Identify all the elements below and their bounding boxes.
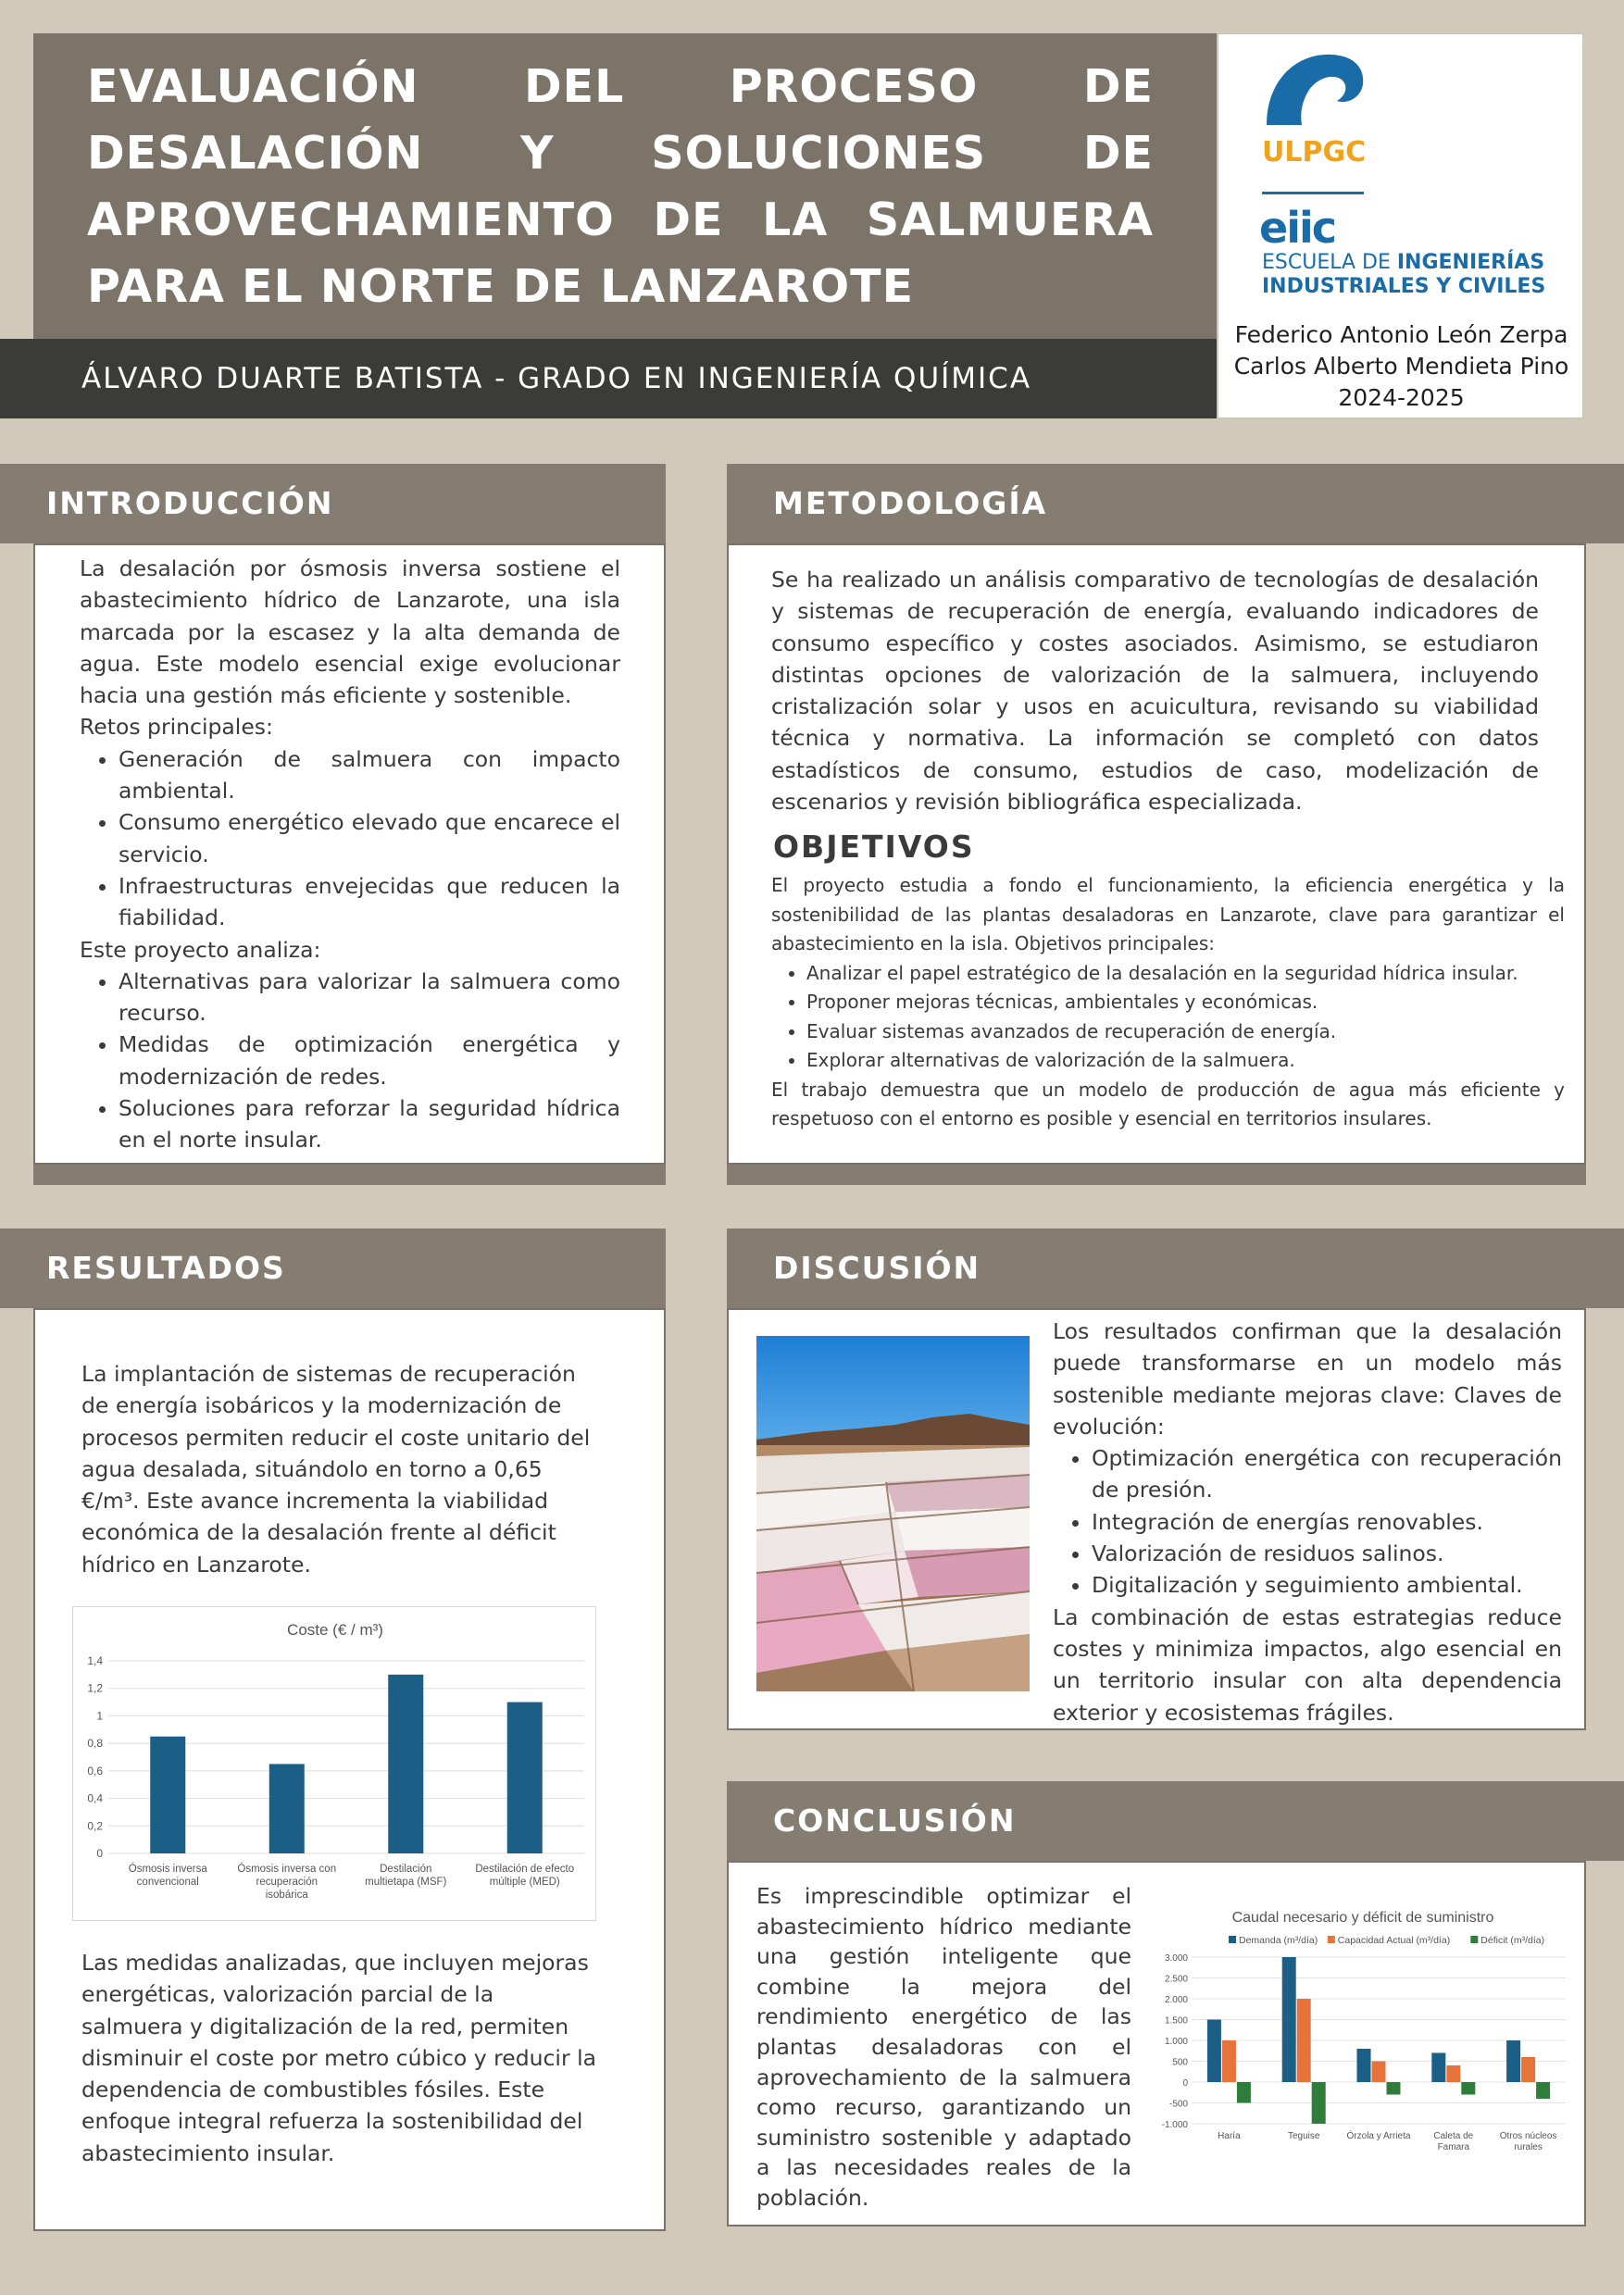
bar <box>1357 2049 1371 2082</box>
tutor-1: Federico Antonio León Zerpa <box>1234 321 1568 348</box>
bar <box>1431 2053 1445 2083</box>
bar <box>1521 2057 1535 2082</box>
bar <box>1297 1999 1311 2082</box>
list-item: • Explorar alternativas de valorización de la salmuera. <box>806 1046 1565 1076</box>
y-tick-label: 0 <box>96 1847 103 1860</box>
objetivos-intro: El proyecto estudia a fondo el funcionamiento, la eficiencia energética y la sostenibilidad de las plantas desaladoras en Lanzarote, clave para garantizar el abastecimiento en la isla. Objetivos principales: <box>771 874 1565 954</box>
deficit-chart-svg <box>1155 1909 1571 2168</box>
bar <box>1446 2065 1460 2082</box>
chart-title: Coste (€ / m³) <box>287 1621 383 1639</box>
bar <box>1506 2040 1520 2082</box>
x-tick-label: Ósmosis inversa <box>128 1864 207 1875</box>
intro-footer-strip <box>33 1165 666 1185</box>
y-tick-label: -500 <box>1168 2099 1188 2110</box>
conclusion-heading: CONCLUSIÓN <box>727 1781 1624 1861</box>
list-item: • Consumo energético elevado que encarece el servicio. <box>119 806 620 870</box>
y-tick-label: 0,8 <box>87 1737 103 1751</box>
tutor-2: Carlos Alberto Mendieta Pino <box>1233 353 1569 380</box>
school-name-part1: ESCUELA DE <box>1262 251 1397 274</box>
resultados-panel <box>33 1308 666 2231</box>
list-item: • Valorización de residuos salinos. <box>1092 1538 1562 1569</box>
list-item: • Alternativas para valorizar la salmuera como recurso. <box>119 966 620 1029</box>
x-tick-label: rurales <box>1514 2142 1543 2152</box>
x-tick-label: Famara <box>1437 2142 1470 2152</box>
title-banner <box>33 33 1217 339</box>
intro-body <box>80 553 620 1156</box>
legend-swatch <box>1328 1936 1335 1943</box>
bar <box>1372 2062 1386 2083</box>
x-tick-label: Otros núcleos <box>1499 2131 1557 2141</box>
list-item: • Medidas de optimización energética y modernización de redes. <box>119 1029 620 1092</box>
objetivos-list <box>771 959 1565 1076</box>
logo-panel <box>1218 33 1583 418</box>
salt-flats-photo <box>756 1336 1030 1691</box>
list-item: • Integración de energías renovables. <box>1092 1506 1562 1538</box>
y-tick-label: 2.500 <box>1164 1974 1188 1985</box>
x-tick-label: recuperación <box>256 1877 318 1888</box>
school-name-part2: INGENIERÍAS <box>1396 251 1545 274</box>
bar <box>1282 1957 1296 2082</box>
academic-year: 2024-2025 <box>1338 384 1465 411</box>
y-tick-label: 3.000 <box>1164 1953 1188 1964</box>
intro-heading: INTRODUCCIÓN <box>0 464 666 543</box>
metodologia-panel <box>727 543 1586 1165</box>
x-tick-label: Caleta de <box>1433 2131 1474 2141</box>
author-line: ÁLVARO DUARTE BATISTA - GRADO EN INGENIERÍA QUÍMICA <box>81 362 1032 395</box>
bar <box>1207 2020 1221 2083</box>
y-tick-label: 0,2 <box>87 1819 103 1833</box>
list-item: • Proponer mejoras técnicas, ambientales y económicas. <box>806 988 1565 1017</box>
author-bar <box>0 339 1217 418</box>
analiza-label: Este proyecto analiza: <box>80 936 321 963</box>
legend-swatch <box>1470 1936 1478 1943</box>
bar <box>388 1675 423 1853</box>
cost-chart <box>72 1606 596 1921</box>
deficit-chart <box>1155 1909 1571 2168</box>
retos-list <box>80 743 620 934</box>
retos-label: Retos principales: <box>80 714 273 741</box>
y-tick-label: 0,4 <box>87 1791 103 1805</box>
legend-swatch <box>1229 1936 1236 1943</box>
resultados-paragraph-1: La implantación de sistemas de recuperación de energía isobáricos y la modernización de procesos permiten reducir el coste unitario del agua desalada, situándolo en torno a 0,65 €/m³. Este avance incrementa la viabilidad económica de la desalación frente al déficit hídrico en Lanzarote. <box>81 1361 591 1578</box>
x-tick-label: múltiple (MED) <box>489 1877 560 1888</box>
discusion-body <box>1053 1316 1562 1728</box>
y-tick-label: 1.000 <box>1164 2037 1188 2047</box>
y-tick-label: 1.500 <box>1164 2015 1188 2027</box>
list-item: • Generación de salmuera con impacto ambiental. <box>119 743 620 807</box>
x-tick-label: multietapa (MSF) <box>365 1877 447 1888</box>
y-tick-label: 500 <box>1172 2057 1188 2068</box>
list-item: • Analizar el papel estratégico de la desalación en la seguridad hídrica insular. <box>806 959 1565 989</box>
cost-chart-svg <box>73 1607 597 1922</box>
salt-flats-image <box>756 1336 1030 1691</box>
resultados-paragraph-2: Las medidas analizadas, que incluyen mejoras energéticas, valorización parcial de la salmuera y digitalización de la red, permiten disminuir el coste por metro cúbico y reducir la dependencia de combustibles fósiles. Este enfoque integral refuerza la sostenibilidad del abastecimiento insular. <box>81 1950 597 2166</box>
metodologia-heading: METODOLOGÍA <box>727 464 1624 543</box>
x-tick-label: isobárica <box>265 1890 308 1901</box>
intro-panel <box>33 543 666 1165</box>
bar <box>1387 2082 1401 2095</box>
legend-label: Déficit (m³/día) <box>1480 1935 1545 1946</box>
list-item: • Optimización energética con recuperación de presión. <box>1092 1442 1562 1506</box>
x-tick-label: Ósmosis inversa con <box>237 1864 337 1875</box>
discusion-closing: La combinación de estas estrategias reduce costes y minimiza impactos, algo esencial en un territorio insular con alta dependencia exterior y ecosistemas frágiles. <box>1053 1603 1562 1726</box>
resultados-heading: RESULTADOS <box>0 1229 666 1308</box>
list-item: • Soluciones para reforzar la seguridad hídrica en el norte insular. <box>119 1092 620 1156</box>
bar <box>1536 2082 1550 2099</box>
metodologia-footer-strip <box>727 1165 1586 1185</box>
school-acronym: eiic <box>1259 203 1336 253</box>
list-item: • Digitalización y seguimiento ambiental. <box>1092 1569 1562 1601</box>
university-name: ULPGC <box>1262 136 1367 168</box>
y-tick-label: 1,4 <box>87 1654 103 1667</box>
y-tick-label: -1.000 <box>1161 2120 1188 2130</box>
discusion-list <box>1053 1442 1562 1601</box>
logo-divider <box>1262 192 1364 194</box>
objetivos-body <box>771 871 1565 1134</box>
ulpgc-logo-icon <box>1259 44 1370 136</box>
bar <box>1312 2082 1326 2124</box>
poster-title: EVALUACIÓN DEL PROCESO DE DESALACIÓN Y SOLUCIONES DE APROVECHAMIENTO DE LA SALMUERA PARA EL NORTE DE LANZAROTE <box>87 60 1154 313</box>
conclusion-body: Es imprescindible optimizar el abastecimiento hídrico mediante una gestión inteligente que combine la mejora del rendimiento energético de las plantas desaladoras con el aprovechamiento de la salmuera como recurso, garantizando un suministro sostenible y adaptado a las necesidades reales de la población. <box>756 1883 1131 2211</box>
legend-label: Capacidad Actual (m³/día) <box>1337 1935 1451 1946</box>
discusion-heading: DISCUSIÓN <box>727 1229 1624 1308</box>
bar <box>269 1764 305 1853</box>
x-tick-label: Destilación <box>380 1864 432 1875</box>
x-tick-label: Teguise <box>1287 2131 1320 2141</box>
bar <box>507 1703 543 1853</box>
y-tick-label: 0,6 <box>87 1764 103 1777</box>
conclusion-panel <box>727 1861 1586 2226</box>
objetivos-heading: OBJETIVOS <box>773 829 975 865</box>
school-name <box>1262 251 1577 299</box>
analiza-list <box>80 966 620 1156</box>
discusion-intro: Los resultados confirman que la desalación puede transformarse en un modelo más sostenible mediante mejoras clave: Claves de evolución: <box>1053 1318 1562 1440</box>
metodologia-body: Se ha realizado un análisis comparativo de tecnologías de desalación y sistemas de recuperación de energía, evaluando indicadores de consumo específico y costes asociados. Asimismo, se estudiaron distintas opciones de valorización de la salmuera, incluyendo cristalización solar y usos en acuicultura, revisando su viabilidad técnica y normativa. La información se completó con datos estadísticos de consumo, estudios de caso, modelización de escenarios y revisión bibliográfica especializada. <box>771 567 1539 816</box>
chart-title: Caudal necesario y déficit de suministro <box>1231 1910 1494 1926</box>
y-tick-label: 1,2 <box>87 1681 103 1695</box>
x-tick-label: convencional <box>136 1877 199 1888</box>
x-tick-label: Haría <box>1218 2131 1241 2141</box>
y-tick-label: 0 <box>1182 2078 1188 2089</box>
discusion-panel <box>727 1308 1586 1730</box>
bar <box>150 1737 185 1853</box>
intro-paragraph: La desalación por ósmosis inversa sostiene el abastecimiento hídrico de Lanzarote, una isla marcada por la escasez y la alta demanda de agua. Este modelo esencial exige evolucionar hacia una gestión más eficiente y sostenible. <box>80 555 620 709</box>
objetivos-closing: El trabajo demuestra que un modelo de producción de agua más eficiente y respetuoso con el entorno es posible y esencial en territorios insulares. <box>771 1078 1565 1129</box>
list-item: • Evaluar sistemas avanzados de recuperación de energía. <box>806 1017 1565 1047</box>
bar <box>1222 2040 1236 2082</box>
legend-label: Demanda (m³/día) <box>1239 1935 1318 1946</box>
school-name-line2: INDUSTRIALES Y CIVILES <box>1262 275 1546 298</box>
bar <box>1237 2082 1251 2103</box>
bar <box>1461 2082 1475 2095</box>
y-tick-label: 1 <box>96 1709 103 1723</box>
list-item: • Infraestructuras envejecidas que reducen la fiabilidad. <box>119 870 620 934</box>
x-tick-label: Destilación de efecto <box>475 1864 575 1875</box>
x-tick-label: Órzola y Arrieta <box>1346 2131 1411 2141</box>
y-tick-label: 2.000 <box>1164 1995 1188 2005</box>
